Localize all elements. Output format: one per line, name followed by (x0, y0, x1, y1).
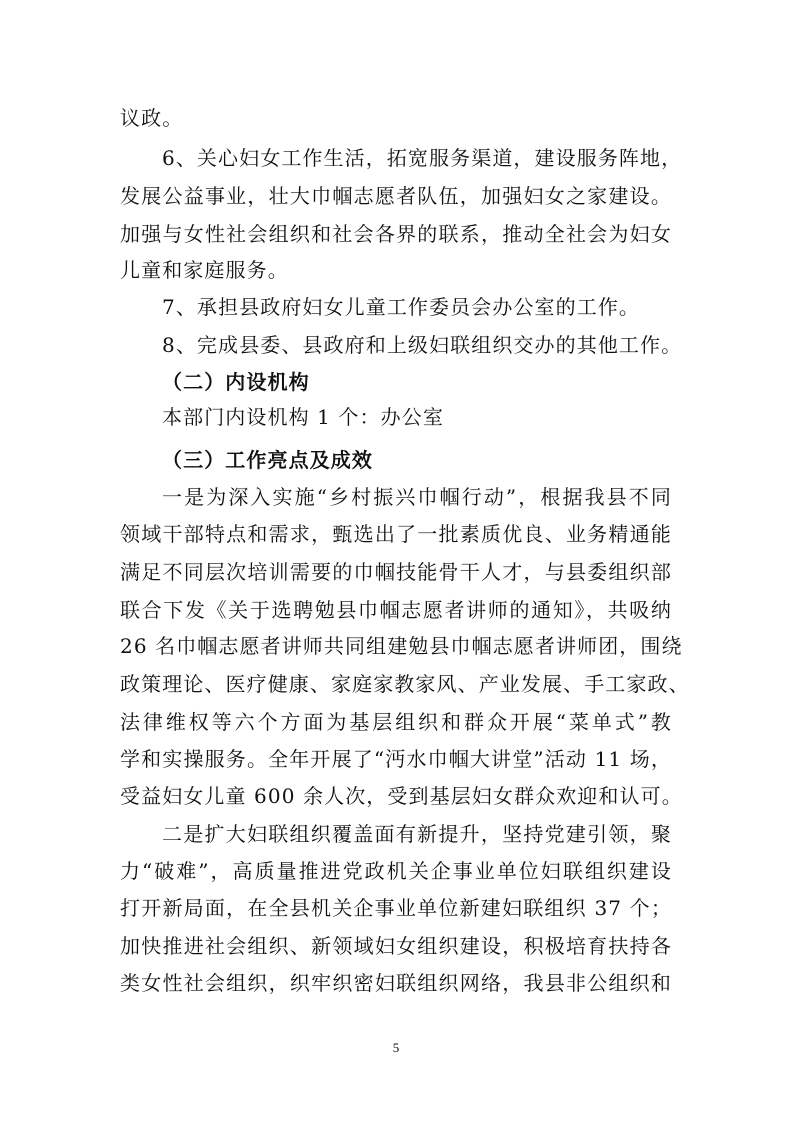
text-line: 满足不同层次培训需要的巾帼技能骨干人才，与县委组织部 (120, 560, 672, 584)
text-line: 加快推进社会组织、新领域妇女组织建设，积极培育扶持各 (120, 934, 672, 958)
text-line: 政策理论、医疗健康、家庭家教家风、产业发展、手工家政、 (120, 672, 690, 696)
section-heading: （三）工作亮点及成效 (162, 448, 373, 472)
text-line: 一是为深入实施“乡村振兴巾帼行动”，根据我县不同 (162, 485, 672, 509)
text-line: 二是扩大妇联组织覆盖面有新提升，坚持党建引领，聚 (162, 822, 672, 846)
text-line: 力“破难”，高质量推进党政机关企事业单位妇联组织建设 (120, 859, 672, 883)
text-line: 议政。 (120, 106, 184, 130)
text-line: 6、关心妇女工作生活，拓宽服务渠道，建设服务阵地， (162, 146, 683, 170)
text-line: 联合下发《关于选聘勉县巾帼志愿者讲师的通知》，共吸纳 (120, 598, 672, 622)
text-line: 8、完成县委、县政府和上级妇联组织交办的其他工作。 (162, 333, 683, 357)
text-line: 儿童和家庭服务。 (120, 258, 289, 282)
text-line: 受益妇女儿童 600 余人次，受到基层妇女群众欢迎和认可。 (120, 784, 683, 808)
text-line: 法律维权等六个方面为基层组织和群众开展“菜单式”教 (120, 710, 672, 734)
text-line: 学和实操服务。全年开展了“沔水巾帼大讲堂”活动 11 场， (120, 747, 672, 771)
text-line: 加强与女性社会组织和社会各界的联系，推动全社会为妇女 (120, 222, 672, 246)
page-number: 5 (392, 1040, 400, 1055)
text-line: 发展公益事业，壮大巾帼志愿者队伍，加强妇女之家建设。 (120, 184, 672, 208)
text-line: 本部门内设机构 1 个：办公室 (162, 405, 444, 429)
text-line: 打开新局面，在全县机关企事业单位新建妇联组织 37 个； (120, 896, 672, 920)
text-line: 7、承担县政府妇女儿童工作委员会办公室的工作。 (162, 295, 641, 319)
text-line: 类女性社会组织，织牢织密妇联组织网络，我县非公组织和 (120, 971, 672, 995)
text-line: 领域干部特点和需求，甄选出了一批素质优良、业务精通能 (120, 522, 672, 546)
text-line: 26 名巾帼志愿者讲师共同组建勉县巾帼志愿者讲师团，围绕 (120, 634, 683, 658)
section-heading: （二）内设机构 (162, 370, 310, 394)
